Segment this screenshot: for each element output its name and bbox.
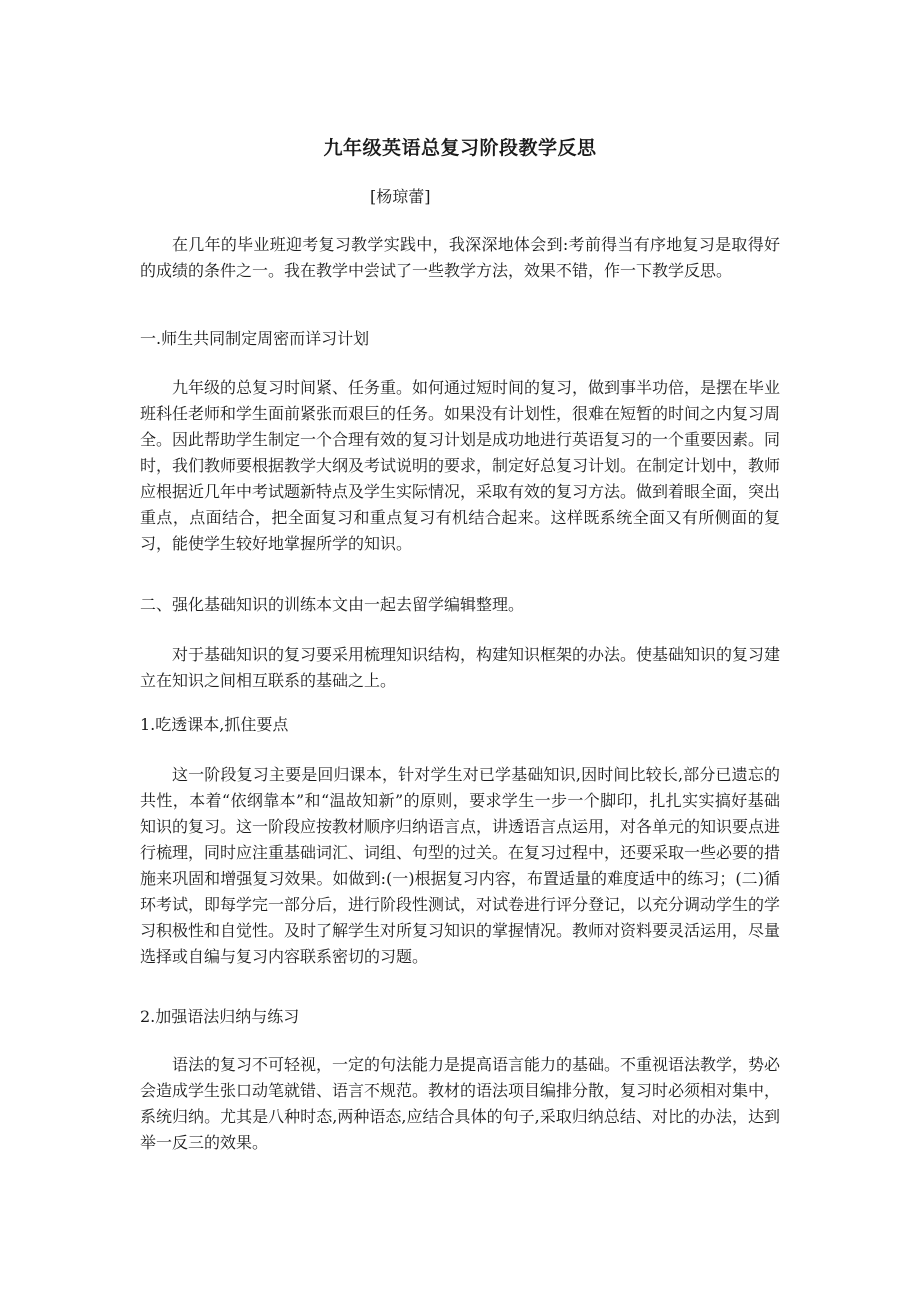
author-name: [杨琼蕾] — [370, 187, 431, 206]
subsection-heading-2: 2.加强语法归纳与练习 — [140, 1007, 300, 1026]
intro-paragraph: 在几年的毕业班迎考复习教学实践中，我深深地体会到:考前得当有序地复习是取得好的成绩的条件之一。我在教学中尝试了一些教学方法，效果不错，作一下教学反思。 — [140, 235, 780, 280]
subsection-1-paragraph: 这一阶段复习主要是回归课本，针对学生对已学基础知识,因时间比较长,部分已遗忘的共性，本着“依纲靠本”和“温故知新”的原则，要求学生一步一个脚印，扎扎实实搞好基础知识的复习。这一阶段应按教材顺序归纳语言点，讲透语言点运用，对各单元的知识要点进行梳理，同时应注重基础词汇、词组、句型的过关。在复习过程中，还要采取一些必要的措施来巩固和增强复习效果。如做到:(一)根据复习内容，布置适量的难度适中的练习；(二)循环考试，即每学完一部分后，进行阶段性测试，对试卷进行评分登记，以充分调动学生的学习积极性和自觉性。及时了解学生对所复习知识的掌握情况。教师对资料要灵活运用，尽量选择或自编与复习内容联系密切的习题。 — [140, 765, 781, 966]
section-2-paragraph: 对于基础知识的复习要采用梳理知识结构，构建知识框架的办法。使基础知识的复习建立在知识之间相互联系的基础之上。 — [140, 645, 781, 690]
section-heading-2: 二、强化基础知识的训练本文由一起去留学编辑整理。 — [140, 595, 525, 614]
subsection-2-paragraph: 语法的复习不可轻视，一定的句法能力是提高语言能力的基础。不重视语法教学，势必会造成学生张口动笔就错、语言不规范。教材的语法项目编排分散，复习时必须相对集中，系统归纳。尤其是八种时态,两种语态,应结合具体的句子,采取归纳总结、对比的办法，达到举一反三的效果。 — [140, 1055, 781, 1152]
section-heading-1: 一.师生共同制定周密而详习计划 — [140, 329, 370, 348]
document-title: 九年级英语总复习阶段教学反思 — [323, 137, 597, 159]
section-1-paragraph: 九年级的总复习时间紧、任务重。如何通过短时间的复习，做到事半功倍，是摆在毕业班科任老师和学生面前紧张而艰巨的任务。如果没有计划性，很难在短暂的时间之内复习周全。因此帮助学生制定一个合理有效的复习计划是成功地进行英语复习的一个重要因素。同时，我们教师要根据教学大纲及考试说明的要求，制定好总复习计划。在制定计划中，教师应根据近几年中考试题新特点及学生实际情况，采取有效的复习方法。做到着眼全面，突出重点，点面结合，把全面复习和重点复习有机结合起来。这样既系统全面又有所侧面的复习，能使学生较好地掌握所学的知识。 — [140, 378, 781, 553]
subsection-heading-1: 1.吃透课本,抓住要点 — [140, 715, 289, 734]
